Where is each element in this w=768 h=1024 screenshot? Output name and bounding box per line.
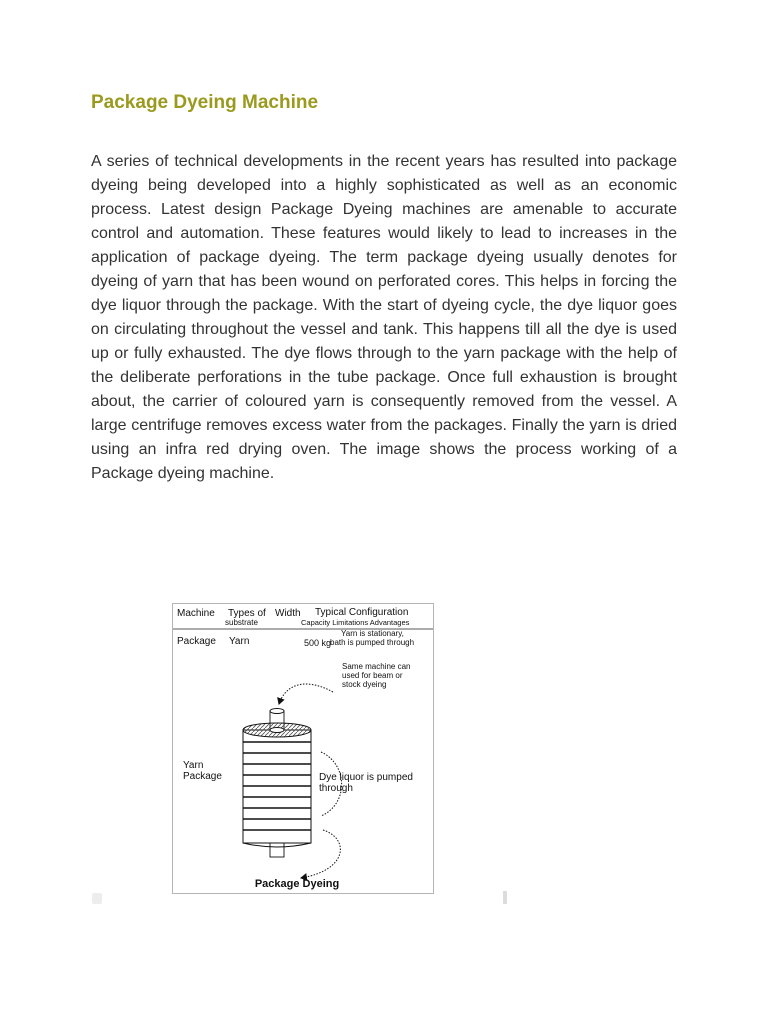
header-machine: Machine <box>177 608 215 619</box>
header-width: Width <box>275 608 301 619</box>
header-types-of: Types of <box>228 608 266 619</box>
row-advantage-line1: Yarn is stationary, <box>341 629 404 638</box>
header-capacity-limitations-advantages: Capacity Limitations Advantages <box>301 618 410 627</box>
scroll-artifact-left <box>92 893 102 904</box>
return-flow-arrow <box>279 684 333 704</box>
package-dyeing-diagram <box>173 604 433 893</box>
yarn-package-stack <box>243 723 311 847</box>
liquor-label-line-2: through <box>319 783 353 794</box>
header-typical-configuration: Typical Configuration <box>315 607 409 618</box>
page-title: Package Dyeing Machine <box>91 92 319 113</box>
note-line-2: used for beam or <box>342 671 403 680</box>
row-substrate: Yarn <box>229 636 250 647</box>
package-dyeing-figure <box>172 603 434 894</box>
scroll-artifact-right <box>503 891 507 904</box>
yarn-label-line-1: Yarn <box>183 760 204 771</box>
row-machine: Package <box>177 636 216 647</box>
yarn-label-line-2: Package <box>183 771 222 782</box>
body-paragraph: A series of technical developments in the recent years has resulted into package dyeing being developed into a highly sophisticated as well as an economic process. Latest design Package Dyeing machines are amenable to accurate control and automation. These features would likely to lead to increases in the application of package dyeing. The term package dyeing usually denotes for dyeing of yarn that has been wound on perforated cores. This helps in forcing the dye liquor through the package. With the start of dyeing cycle, the dye liquor goes on circulating throughout the vessel and tank. This happens till all the dye is used up or fully exhausted. The dye flows through to the yarn package with the help of the deliberate perforations in the tube package. Once full exhaustion is brought about, the carrier of coloured yarn is consequently removed from the vessel. A large centrifuge removes excess water from the packages. Finally the yarn is dried using an infra red drying oven. The image shows the process working of a Package dyeing machine. <box>91 153 677 482</box>
tube-top-cap <box>270 709 284 714</box>
figure-caption: Package Dyeing <box>254 878 340 890</box>
row-capacity: 500 kg <box>304 638 332 648</box>
header-substrate: substrate <box>225 618 258 627</box>
note-line-1: Same machine can <box>342 662 411 671</box>
note-line-3: stock dyeing <box>342 680 387 689</box>
liquor-label-line-1: Dye liquor is pumped <box>319 772 413 783</box>
tube-bottom <box>270 843 284 857</box>
row-advantage-line2: bath is pumped through <box>330 638 415 647</box>
